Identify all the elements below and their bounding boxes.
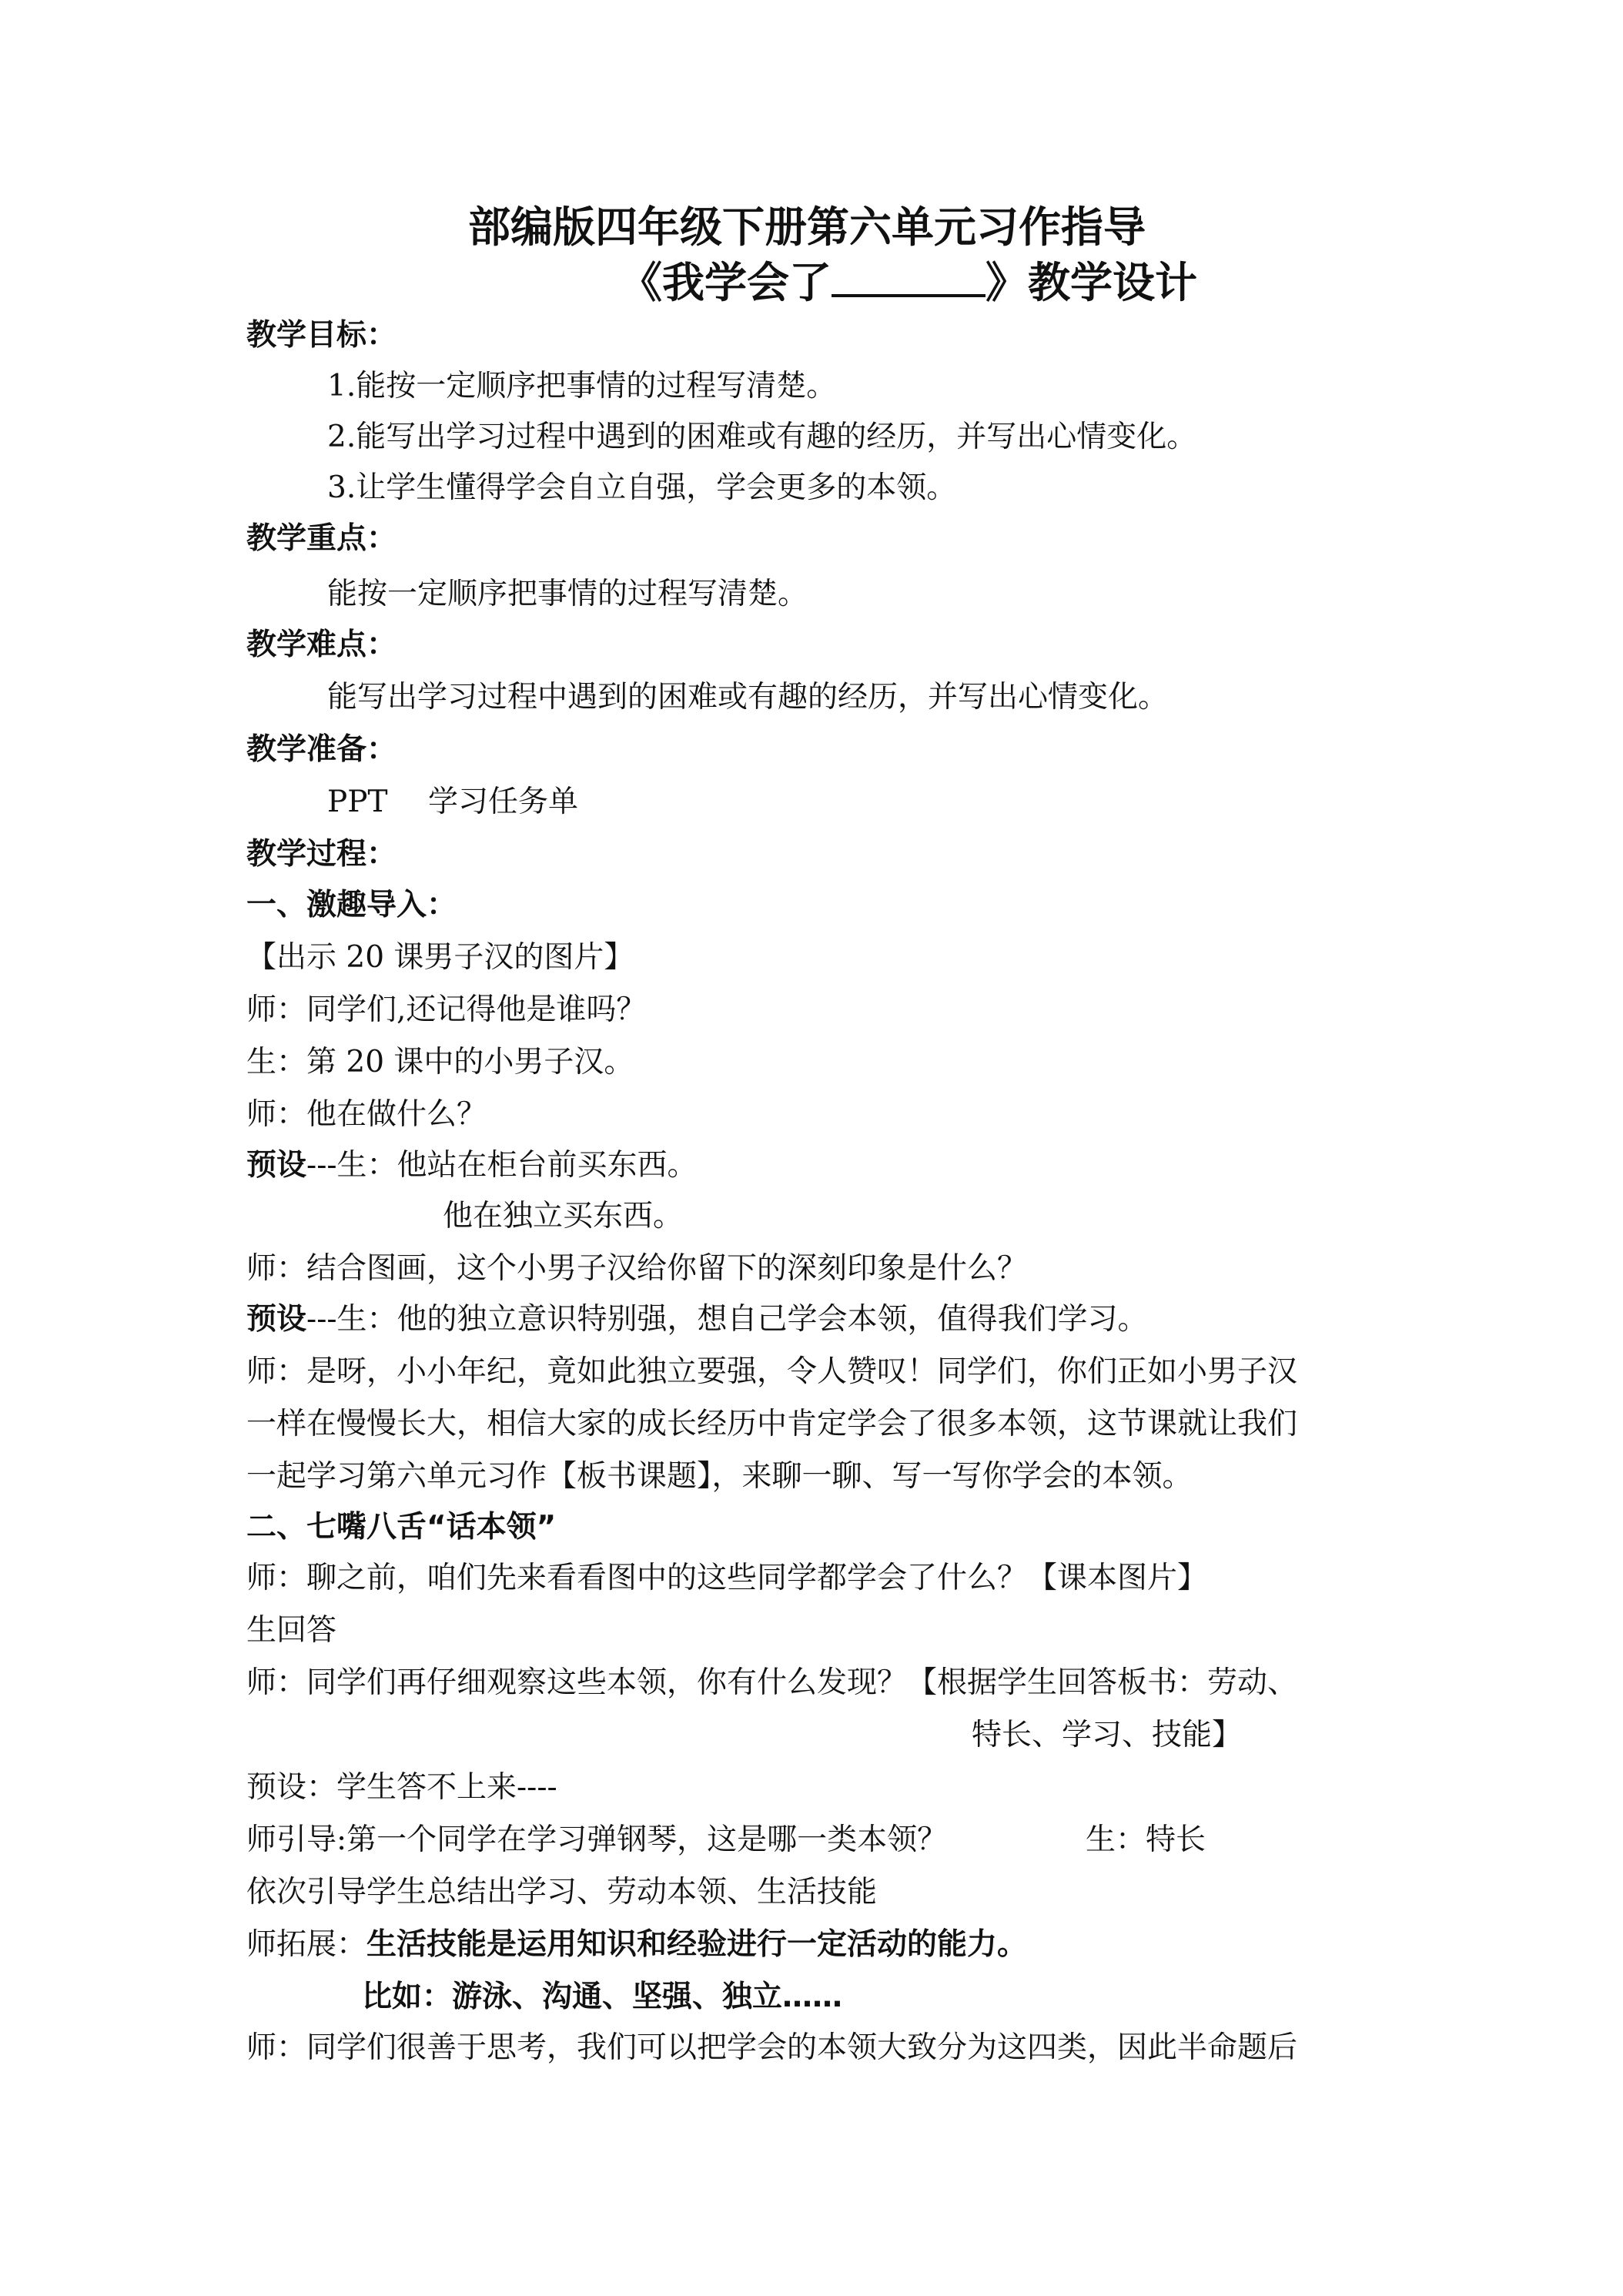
section1-line: 【出示 20 课男子汉的图片】 — [246, 940, 634, 975]
preset-text: ---生：他站在柜台前买东西。 — [306, 1148, 698, 1183]
teacher-question: 师：结合图画，这个小男子汉给你留下的深刻印象是什么？ — [246, 1251, 1028, 1286]
preset-line-1 — [246, 1147, 698, 1184]
key-points-text: 能按一定顺序把事情的过程写清楚。 — [327, 577, 808, 611]
section2-line: 师：同学们再仔细观察这些本领，你有什么发现？【根据学生回答板书：劳动、 — [246, 1665, 1298, 1700]
expand-label: 师拓展： — [246, 1927, 367, 1962]
title-suffix: 》教学设计 — [986, 258, 1198, 307]
preset-label: 预设 — [246, 1302, 307, 1337]
difficulties-text: 能写出学习过程中遇到的困难或有趣的经历，并写出心情变化。 — [327, 680, 1169, 715]
preparation-item-worksheet: 学习任务单 — [428, 785, 579, 819]
title-prefix: 《我学会了 — [620, 258, 832, 307]
paragraph-line: 师：是呀，小小年纪，竟如此独立要强，令人赞叹！同学们，你们正如小男子汉 — [246, 1354, 1298, 1389]
paragraph-line: 一样在慢慢长大，相信大家的成长经历中肯定学会了很多本领，这节课就让我们 — [246, 1407, 1298, 1441]
board-continuation: 特长、学习、技能】 — [972, 1718, 1243, 1752]
preparation-item-ppt: PPT — [327, 785, 388, 819]
section1-line: 师：他在做什么？ — [246, 1097, 487, 1132]
teacher-expand — [246, 1926, 1027, 1963]
objectives-heading: 教学目标： — [246, 318, 397, 353]
section1-line: 生：第 20 课中的小男子汉。 — [246, 1045, 634, 1079]
section2-line: 师：聊之前，咱们先来看看图中的这些同学都学会了什么？【课本图片】 — [246, 1561, 1208, 1595]
section2-preset: 预设：学生答不上来---- — [246, 1770, 557, 1805]
title-blank — [832, 254, 986, 297]
preset-label: 预设 — [246, 1148, 307, 1183]
teacher-guide: 师引导:第一个同学在学习弹钢琴，这是哪一类本领？ — [246, 1822, 948, 1857]
key-points-heading: 教学重点： — [246, 521, 397, 556]
preset-line-2 — [246, 1301, 1148, 1338]
document-title-line1: 部编版四年级下册第六单元习作指导 — [468, 202, 1146, 252]
difficulties-heading: 教学难点： — [246, 628, 397, 662]
preparation-heading: 教学准备： — [246, 732, 397, 767]
section2-heading: 二、七嘴八舌“话本领” — [246, 1510, 557, 1545]
preset-text: ---生：他的独立意识特别强，想自己学会本领，值得我们学习。 — [306, 1302, 1148, 1337]
student-answer: 生：特长 — [1086, 1822, 1206, 1857]
section1-heading: 一、激趣导入： — [246, 888, 457, 922]
section2-last-line: 师：同学们很善于思考，我们可以把学会的本领大致分为这四类，因此半命题后 — [246, 2030, 1298, 2065]
skill-examples: 比如：游泳、沟通、坚强、独立…… — [362, 1980, 843, 2014]
section2-line: 生回答 — [246, 1613, 337, 1648]
section1-line: 师：同学们,还记得他是谁吗？ — [246, 992, 647, 1027]
objective-item: 1.能按一定顺序把事情的过程写清楚。 — [327, 369, 837, 403]
paragraph-line: 一起学习第六单元习作【板书课题】，来聊一聊、写一写你学会的本领。 — [246, 1459, 1193, 1494]
guide-summary: 依次引导学生总结出学习、劳动本领、生活技能 — [246, 1875, 878, 1909]
preset-continuation: 他在独立买东西。 — [443, 1199, 684, 1233]
document-title-line2 — [620, 254, 1197, 308]
objective-item: 2.能写出学习过程中遇到的困难或有趣的经历，并写出心情变化。 — [327, 420, 1197, 454]
process-heading: 教学过程： — [246, 837, 397, 872]
expand-text: 生活技能是运用知识和经验进行一定活动的能力。 — [366, 1927, 1028, 1962]
objective-item: 3.让学生懂得学会自立自强，学会更多的本领。 — [327, 470, 957, 505]
